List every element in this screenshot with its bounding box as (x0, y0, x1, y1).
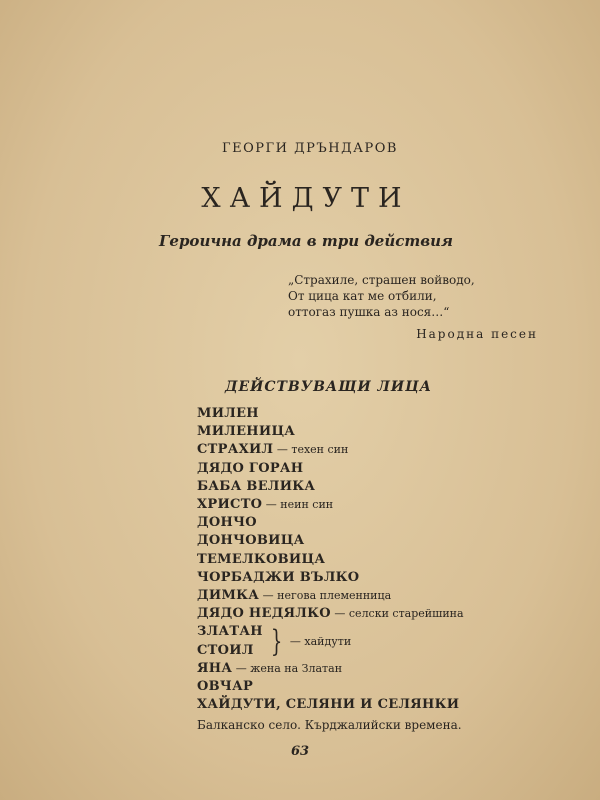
character-name: ЗЛАТАН (197, 624, 263, 640)
cast-group-haiduti (197, 623, 497, 659)
character-note: — негова племенница (259, 589, 392, 603)
cast-item (197, 587, 497, 605)
character-name: ДЯДО ГОРАН (197, 460, 304, 476)
epigraph (288, 272, 568, 342)
setting-line: Балканско село. Кърджалийски времена. (197, 718, 462, 733)
character-name: ДЯДО НЕДЯЛКО (197, 606, 331, 622)
character-name: ОВЧАР (197, 679, 254, 695)
epigraph-line: От цица кат ме отбили, (288, 289, 437, 303)
group-note: — хайдути (289, 634, 352, 648)
epigraph-line: оттогаз пушка аз нося…“ (288, 305, 450, 319)
cast-item (197, 423, 497, 441)
character-note: — жена на Златан (232, 661, 343, 675)
character-name: ХРИСТО (197, 497, 263, 513)
cast-list (197, 405, 497, 735)
play-subtitle: Героична драма в три действия (159, 232, 453, 250)
character-note: — селски старейшина (330, 607, 464, 621)
cast-item (197, 405, 497, 423)
cast-item (197, 514, 497, 532)
cast-heading: ДЕЙСТВУВАЩИ ЛИЦА (225, 379, 433, 395)
brace-symbol: } (270, 623, 283, 659)
epigraph-source: Народна песен (416, 327, 538, 341)
character-name: ДОНЧО (197, 515, 257, 531)
cast-item (197, 678, 497, 696)
character-name: СТОИЛ (197, 642, 254, 658)
cast-item (197, 496, 497, 514)
play-title: ХАЙДУТИ (201, 183, 411, 214)
page-number: 63 (290, 744, 310, 759)
cast-item (197, 660, 497, 678)
cast-item (197, 551, 497, 569)
character-name: МИЛЕН (197, 406, 259, 421)
author-name: ГЕОРГИ ДРЪНДАРОВ (222, 141, 398, 156)
character-note: — техен син (273, 443, 349, 457)
cast-group-names (197, 623, 263, 659)
cast-item (197, 605, 497, 623)
cast-item (197, 532, 497, 550)
character-note: — неин син (262, 498, 334, 512)
cast-item (197, 460, 497, 478)
character-name: МИЛЕНИЦА (197, 424, 296, 440)
character-name: ХАЙДУТИ, СЕЛЯНИ И СЕЛЯНКИ (197, 697, 460, 713)
epigraph-line: „Страхиле, страшен войводо, (288, 273, 475, 287)
character-name: БАБА ВЕЛИКА (197, 478, 316, 494)
cast-item (197, 569, 497, 587)
character-name: ЯНА (197, 660, 233, 676)
character-name: ДОНЧОВИЦА (197, 533, 305, 549)
character-name: ЧОРБАДЖИ ВЪЛКО (197, 569, 360, 585)
cast-item (197, 441, 497, 459)
cast-item (197, 478, 497, 496)
character-name: ТЕМЕЛКОВИЦА (197, 551, 326, 567)
character-name: СТРАХИЛ (197, 442, 274, 458)
cast-item (197, 696, 497, 714)
character-name: ДИМКА (197, 588, 260, 604)
